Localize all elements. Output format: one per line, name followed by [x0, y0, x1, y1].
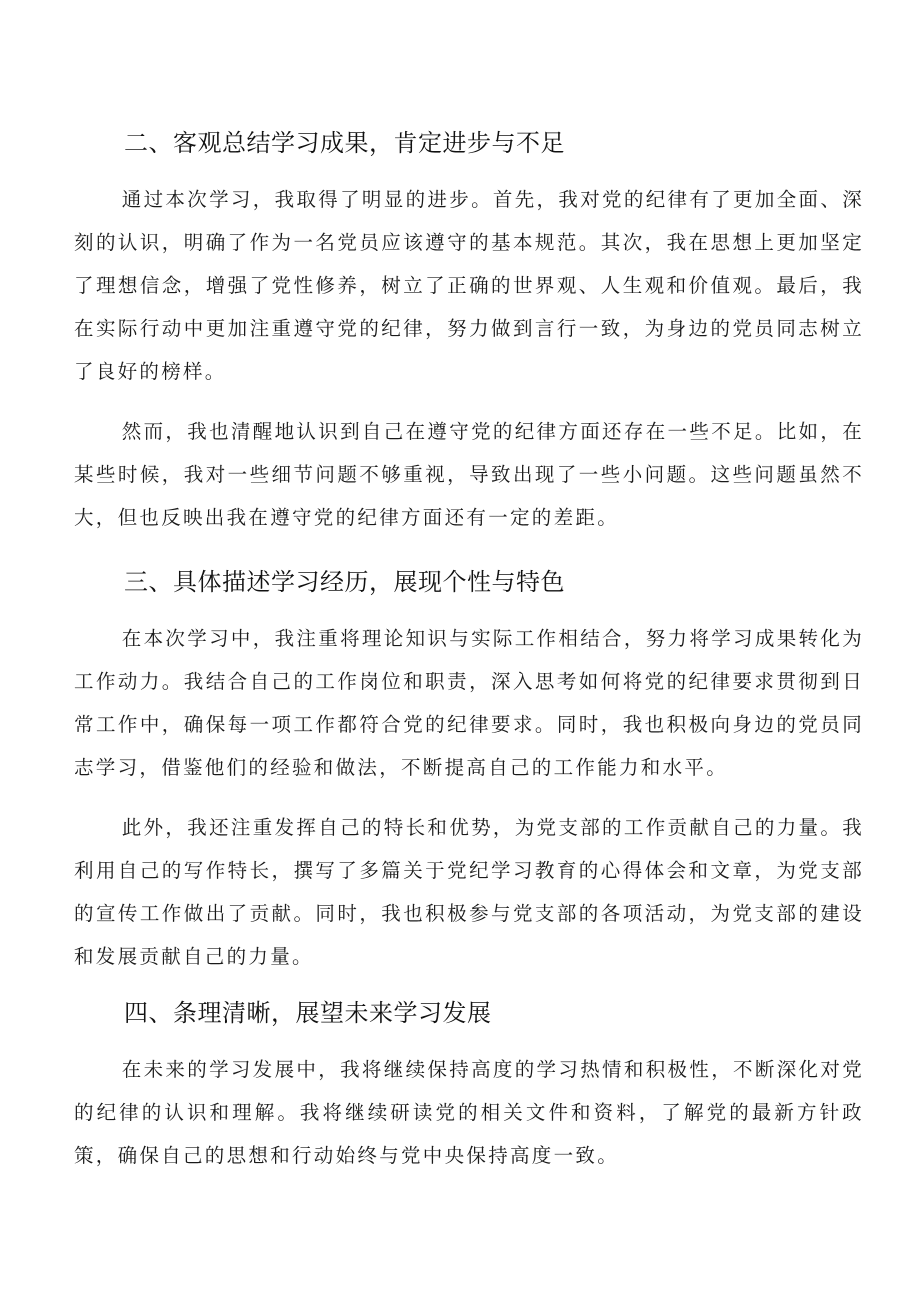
paragraph: 然而，我也清醒地认识到自己在遵守党的纪律方面还存在一些不足。比如，在某些时候，我对一些细节问题不够重视，导致出现了一些小问题。这些问题虽然不大，但也反映出我在遵守党的纪律方面还有一定的差距。 [74, 420, 864, 529]
paragraph: 此外，我还注重发挥自己的特长和优势，为党支部的工作贡献自己的力量。我利用自己的写作特长，撰写了多篇关于党纪学习教育的心得体会和文章，为党支部的宣传工作做出了贡献。同时，我也积极参与党支部的各项活动，为党支部的建设和发展贡献自己的力量。 [74, 816, 864, 968]
section-heading-4: 四、条理清晰，展望未来学习发展 [124, 999, 492, 1027]
paragraph: 通过本次学习，我取得了明显的进步。首先，我对党的纪律有了更加全面、深刻的认识，明确了作为一名党员应该遵守的基本规范。其次，我在思想上更加坚定了理想信念，增强了党性修养，树立了正确的世界观、人生观和价值观。最后，我在实际行动中更加注重遵守党的纪律，努力做到言行一致，为身边的党员同志树立了良好的榜样。 [74, 188, 864, 383]
section-heading-3: 三、具体描述学习经历，展现个性与特色 [124, 568, 565, 596]
paragraph: 在本次学习中，我注重将理论知识与实际工作相结合，努力将学习成果转化为工作动力。我结合自己的工作岗位和职责，深入思考如何将党的纪律要求贯彻到日常工作中，确保每一项工作都符合党的纪律要求。同时，我也积极向身边的党员同志学习，借鉴他们的经验和做法，不断提高自己的工作能力和水平。 [74, 627, 864, 779]
section-heading-2: 二、客观总结学习成果，肯定进步与不足 [124, 129, 565, 157]
paragraph: 在未来的学习发展中，我将继续保持高度的学习热情和积极性，不断深化对党的纪律的认识和理解。我将继续研读党的相关文件和资料，了解党的最新方针政策，确保自己的思想和行动始终与党中央保持高度一致。 [74, 1058, 864, 1167]
